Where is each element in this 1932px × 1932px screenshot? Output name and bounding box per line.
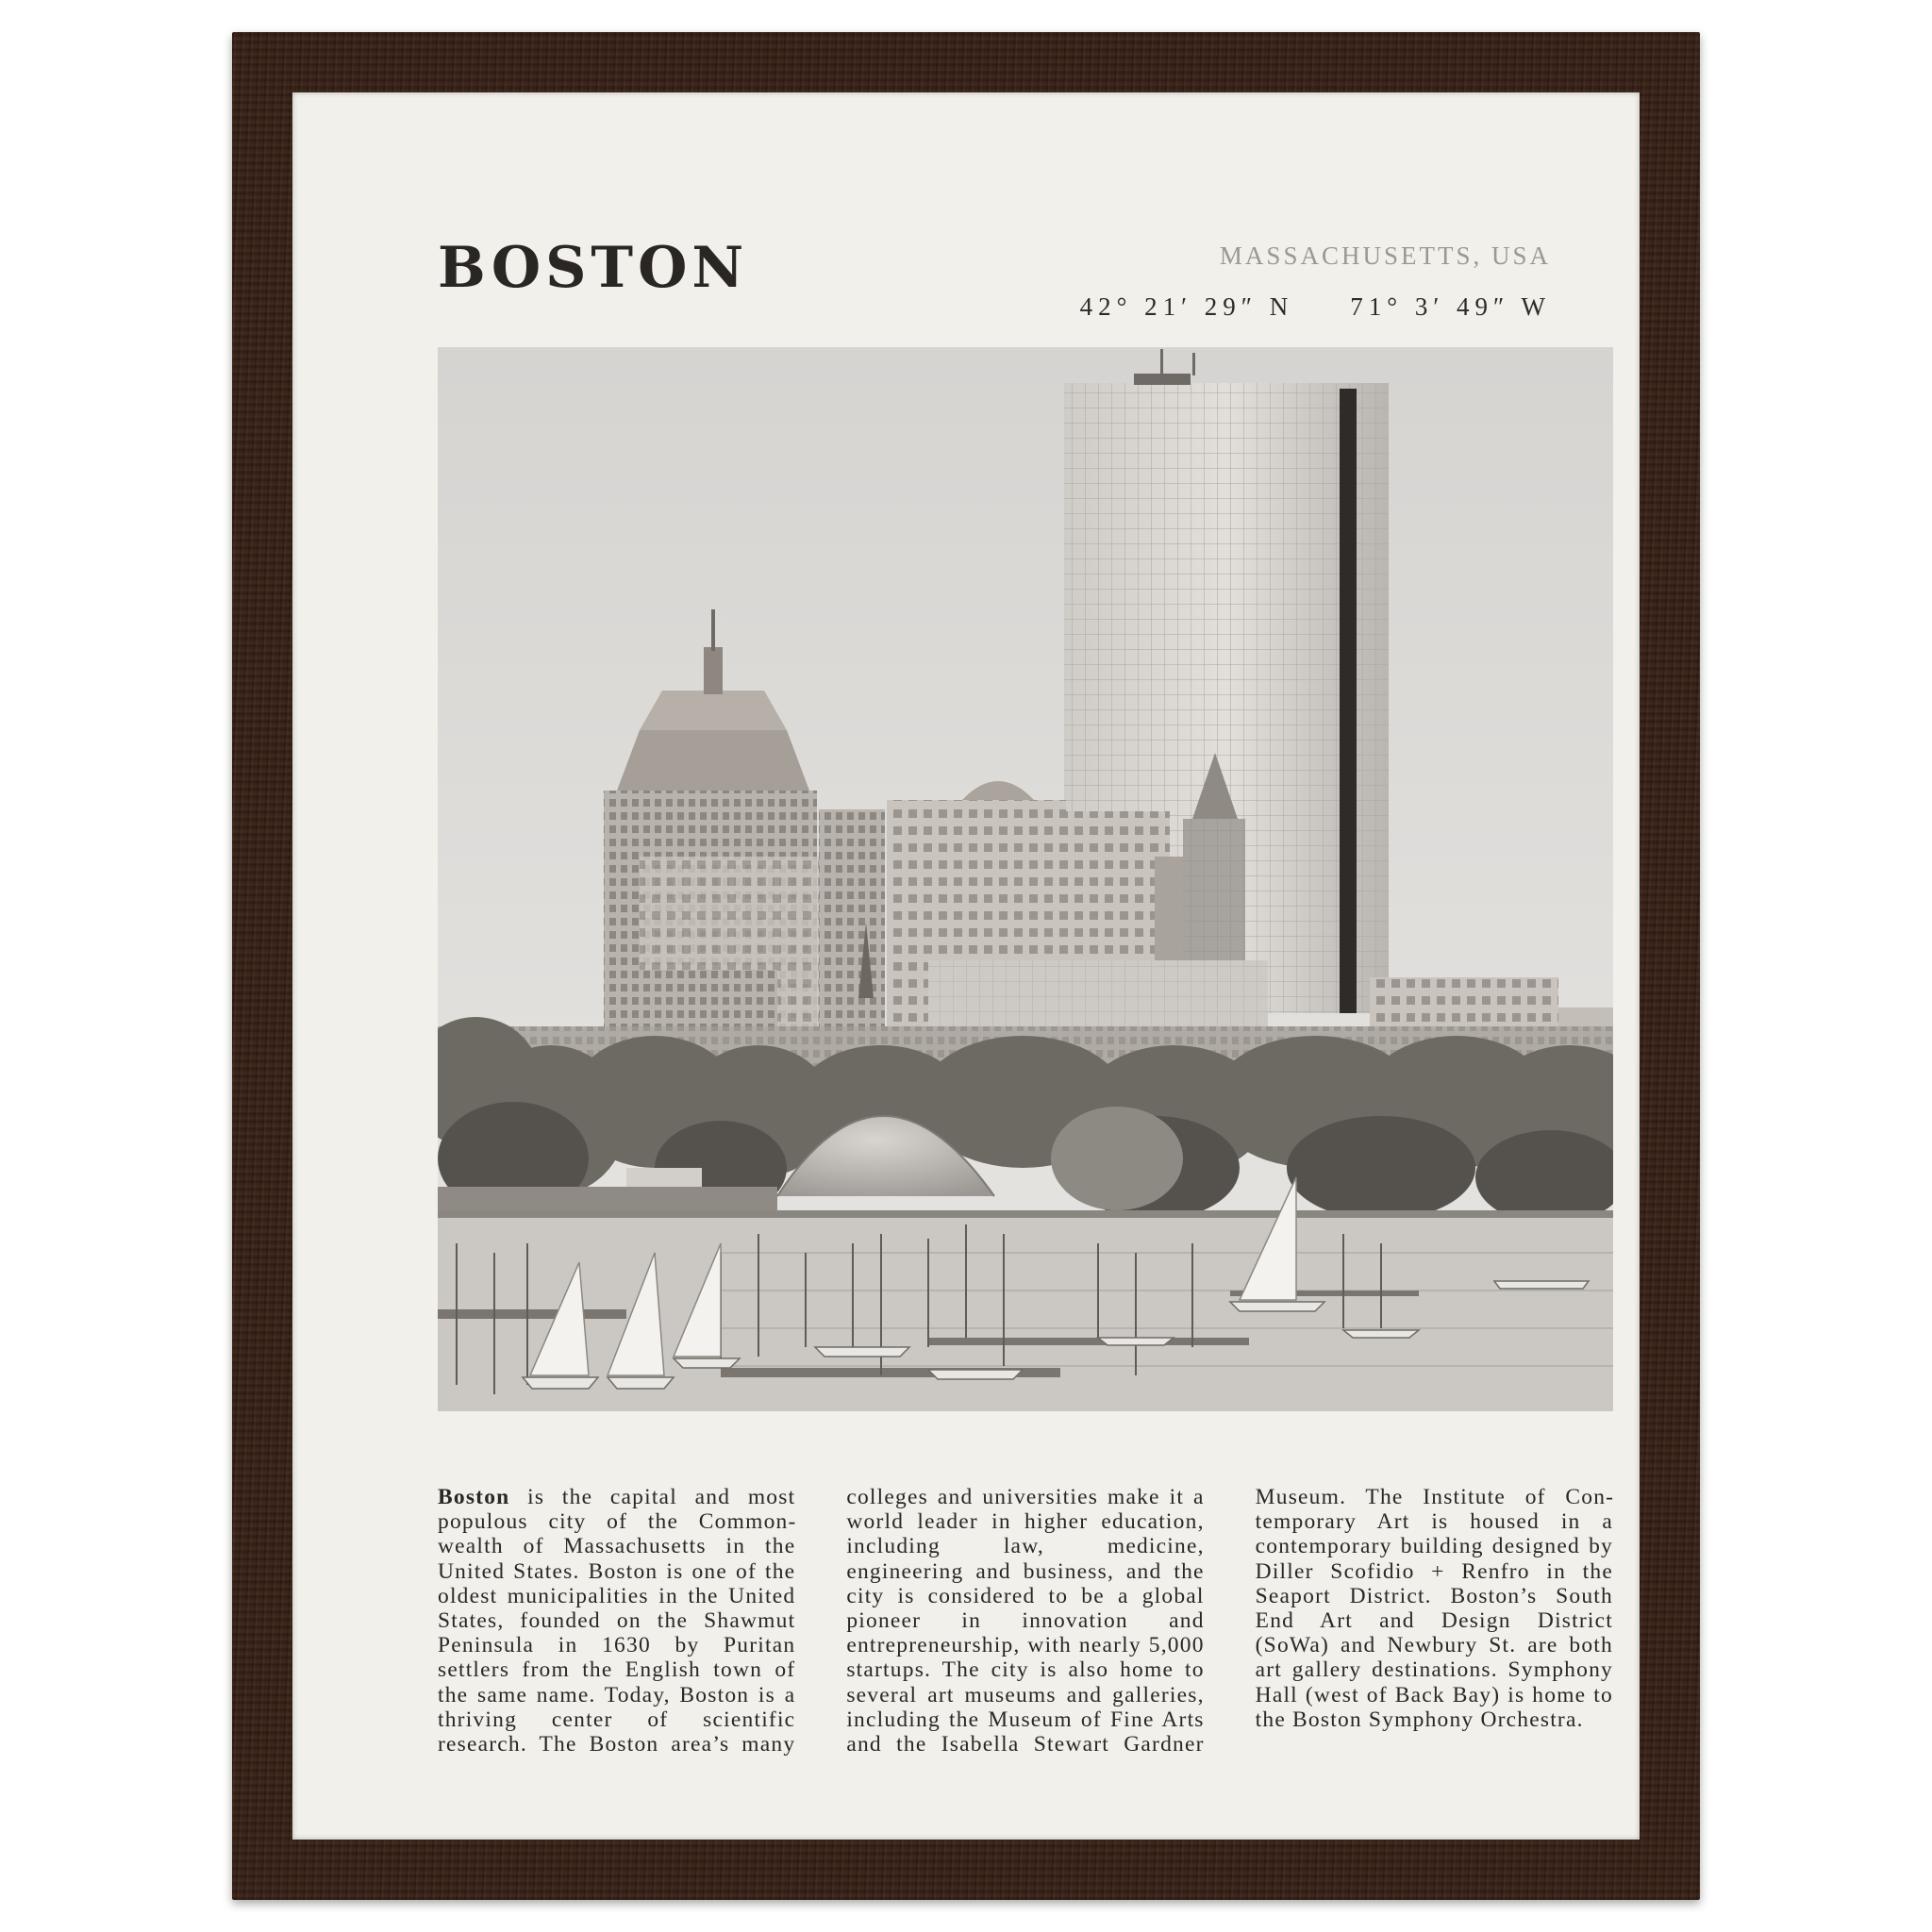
coordinates — [1080, 294, 1551, 320]
skyline-photo — [438, 347, 1613, 1411]
region-label: MASSACHUSETTS, USA — [1219, 242, 1551, 270]
skyline-illustration — [438, 347, 1613, 1411]
description-lead-word: Boston — [438, 1485, 510, 1509]
latitude: 42° 21′ 29″ N — [1079, 292, 1294, 321]
poster-mat — [292, 92, 1640, 1840]
longitude: 71° 3′ 49″ W — [1350, 292, 1551, 321]
city-description — [438, 1485, 1613, 1757]
wooden-frame — [232, 32, 1700, 1900]
city-title: BOSTON — [438, 235, 749, 301]
description-body: is the capital and most populous city of the Commonwealth of Massachusetts in the United States. Boston is one of the oldest municipalities in the United States, founded on the Shawmut Peninsula in 1630 by Puritan settlers from the English town of the same name. Today, Boston is a thriving center of scientific research. The Boston area’s many colleges and universities make it a world leader in higher education, including law, medicine, engineering and business, and the city is considered to be a global pioneer in innovation and entrepreneurship, with nearly 5,000 startups. The city is also home to several art museums and galleries, including the Museum of Fine Arts and the Isabella Stewart Gardner Museum. The Institute of Contemporary Art is housed in a contemporary building designed by Diller Scofidio + Renfro in the Seaport District. Boston’s South End Art and Design District (SoWa) and Newbury St. are both art gallery destinations. Symphony Hall (west of Back Bay) is home to the Boston Symphony Orchestra. — [438, 1485, 1613, 1757]
